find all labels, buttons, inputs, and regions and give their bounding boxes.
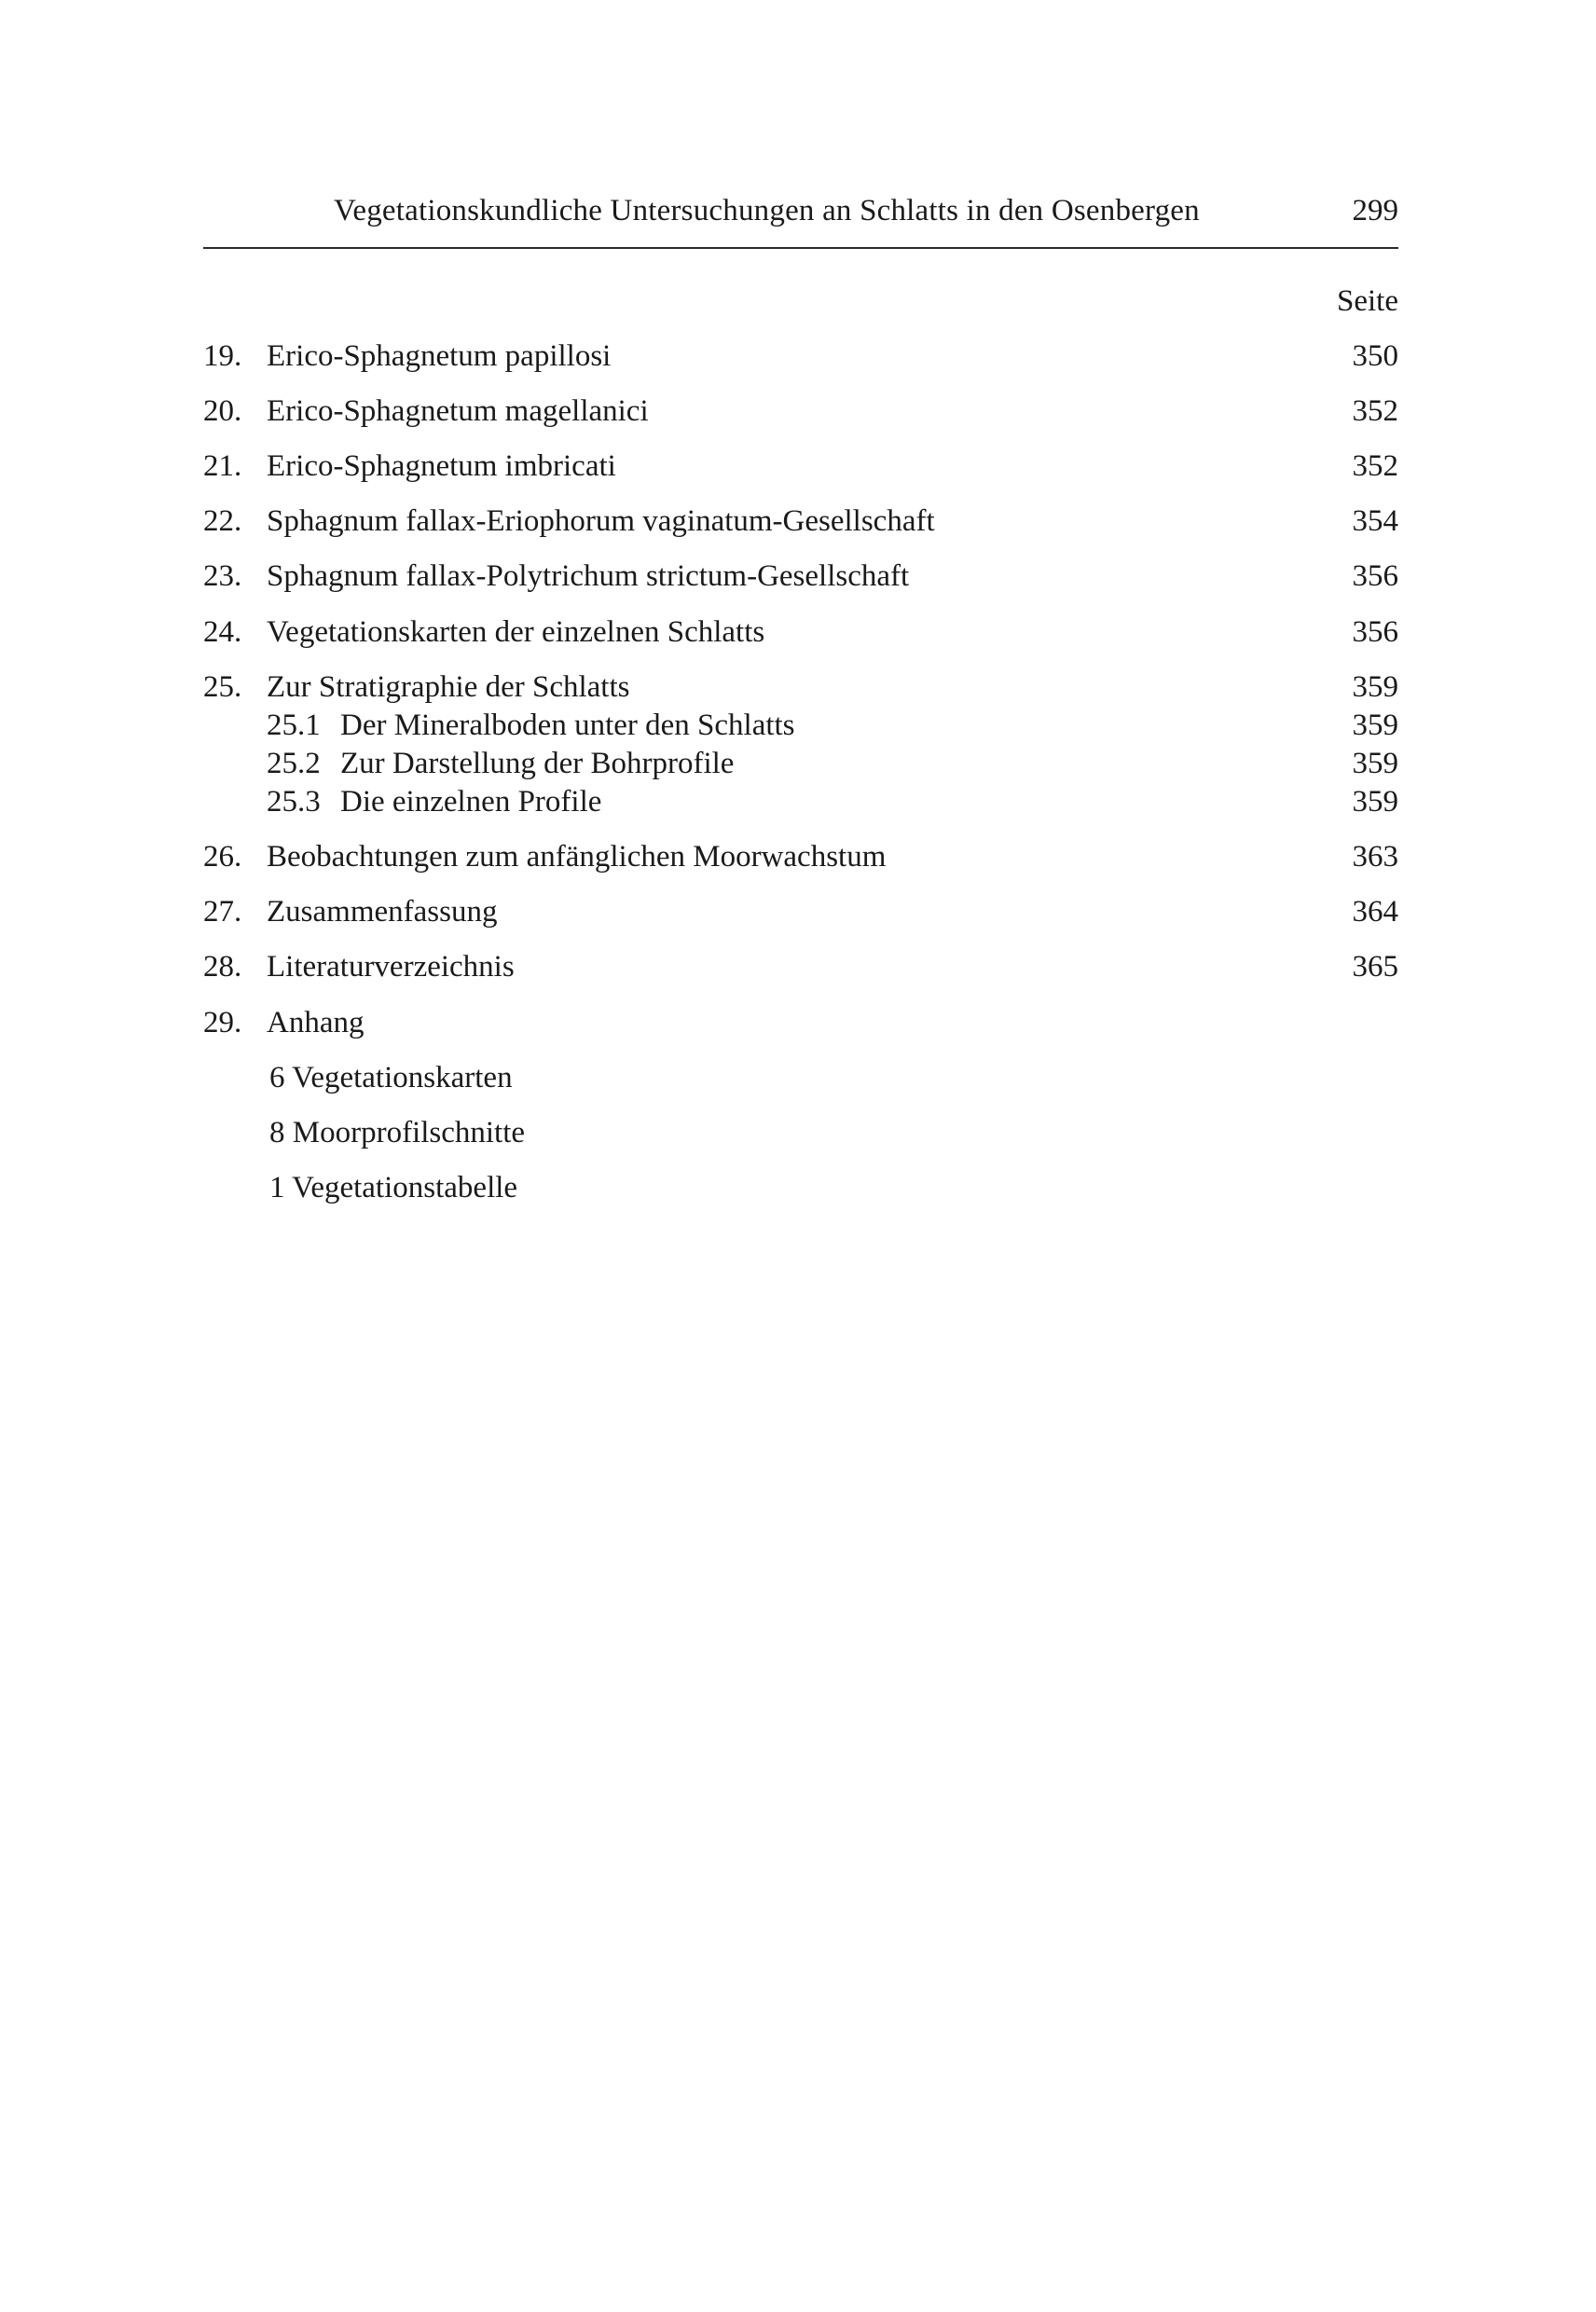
toc-entry-page: 352 (1352, 394, 1398, 428)
appendix-item: 1 Vegetationstabelle (269, 1171, 518, 1204)
toc-entry-number: 19. (203, 339, 242, 373)
page-column-label: Seite (1337, 284, 1398, 318)
toc-entry-number: 20. (203, 394, 242, 428)
toc-entry-page: 356 (1352, 559, 1398, 593)
toc-entry (203, 840, 1398, 881)
toc-entry-number: 26. (203, 840, 242, 874)
toc-entry-title: Anhang (267, 1006, 365, 1039)
header-rule (203, 247, 1398, 249)
toc-subentry (267, 747, 1398, 784)
toc-entry-title: Sphagnum fallax-Polytrichum strictum-Gesellschaft (267, 559, 910, 593)
toc-entry-number: 23. (203, 559, 242, 593)
toc-entry-page: 350 (1352, 339, 1398, 373)
toc-entry-page: 364 (1352, 895, 1398, 929)
appendix-item: 8 Moorprofilschnitte (269, 1116, 526, 1149)
toc-subentry (267, 709, 1398, 746)
running-title: Vegetationskundliche Untersuchungen an Schlatts in den Osenbergen (334, 194, 1200, 227)
toc-entry-page: 354 (1352, 504, 1398, 538)
appendix-item: 6 Vegetationskarten (269, 1061, 513, 1094)
toc-entry-title: Zur Stratigraphie der Schlatts (267, 670, 630, 704)
toc-entry (203, 1006, 1398, 1047)
toc-subentry-title: Zur Darstellung der Bohrprofile (340, 747, 735, 780)
toc-entry (203, 559, 1398, 600)
toc-entry-title: Beobachtungen zum anfänglichen Moorwachstum (267, 840, 887, 874)
toc-entry (203, 394, 1398, 435)
toc-entry (203, 449, 1398, 490)
toc-entry-number: 22. (203, 504, 242, 538)
toc-entry-title: Vegetationskarten der einzelnen Schlatts (267, 615, 765, 649)
toc-entry-page: 359 (1352, 670, 1398, 704)
toc-entry-title: Erico-Sphagnetum papillosi (267, 339, 612, 373)
page-number: 299 (1352, 194, 1398, 227)
toc-subentry-number: 25.3 (267, 785, 321, 819)
toc-entry-title: Erico-Sphagnetum imbricati (267, 449, 616, 483)
toc-subentry-number: 25.1 (267, 709, 321, 742)
toc-entry-number: 25. (203, 670, 242, 704)
toc-entry (203, 670, 1398, 711)
toc-entry-number: 21. (203, 449, 242, 483)
toc-subentry-title: Die einzelnen Profile (340, 785, 602, 819)
toc-entry (203, 950, 1398, 991)
toc-entry-title: Literaturverzeichnis (267, 950, 515, 984)
toc-subentry-page: 359 (1352, 747, 1398, 780)
toc-entry-page: 365 (1352, 950, 1398, 984)
toc-subentry (267, 785, 1398, 822)
running-header (203, 194, 1398, 235)
toc-entry (203, 615, 1398, 656)
toc-entry-number: 29. (203, 1006, 242, 1039)
toc-entry (203, 504, 1398, 545)
toc-entry-title: Sphagnum fallax-Eriophorum vaginatum-Gesellschaft (267, 504, 935, 538)
toc-entry-title: Erico-Sphagnetum magellanici (267, 394, 649, 428)
toc-entry (203, 895, 1398, 936)
toc-subentry-number: 25.2 (267, 747, 321, 780)
toc-entry-number: 28. (203, 950, 242, 984)
toc-subentry-title: Der Mineralboden unter den Schlatts (340, 709, 795, 742)
toc-entry-page: 356 (1352, 615, 1398, 649)
toc-entry-number: 27. (203, 895, 242, 929)
toc-entry-title: Zusammenfassung (267, 895, 498, 929)
toc-entry-page: 352 (1352, 449, 1398, 483)
toc-subentry-page: 359 (1352, 709, 1398, 742)
toc-entry-page: 363 (1352, 840, 1398, 874)
toc-entry-number: 24. (203, 615, 242, 649)
toc-entry (203, 339, 1398, 380)
toc-subentry-page: 359 (1352, 785, 1398, 819)
